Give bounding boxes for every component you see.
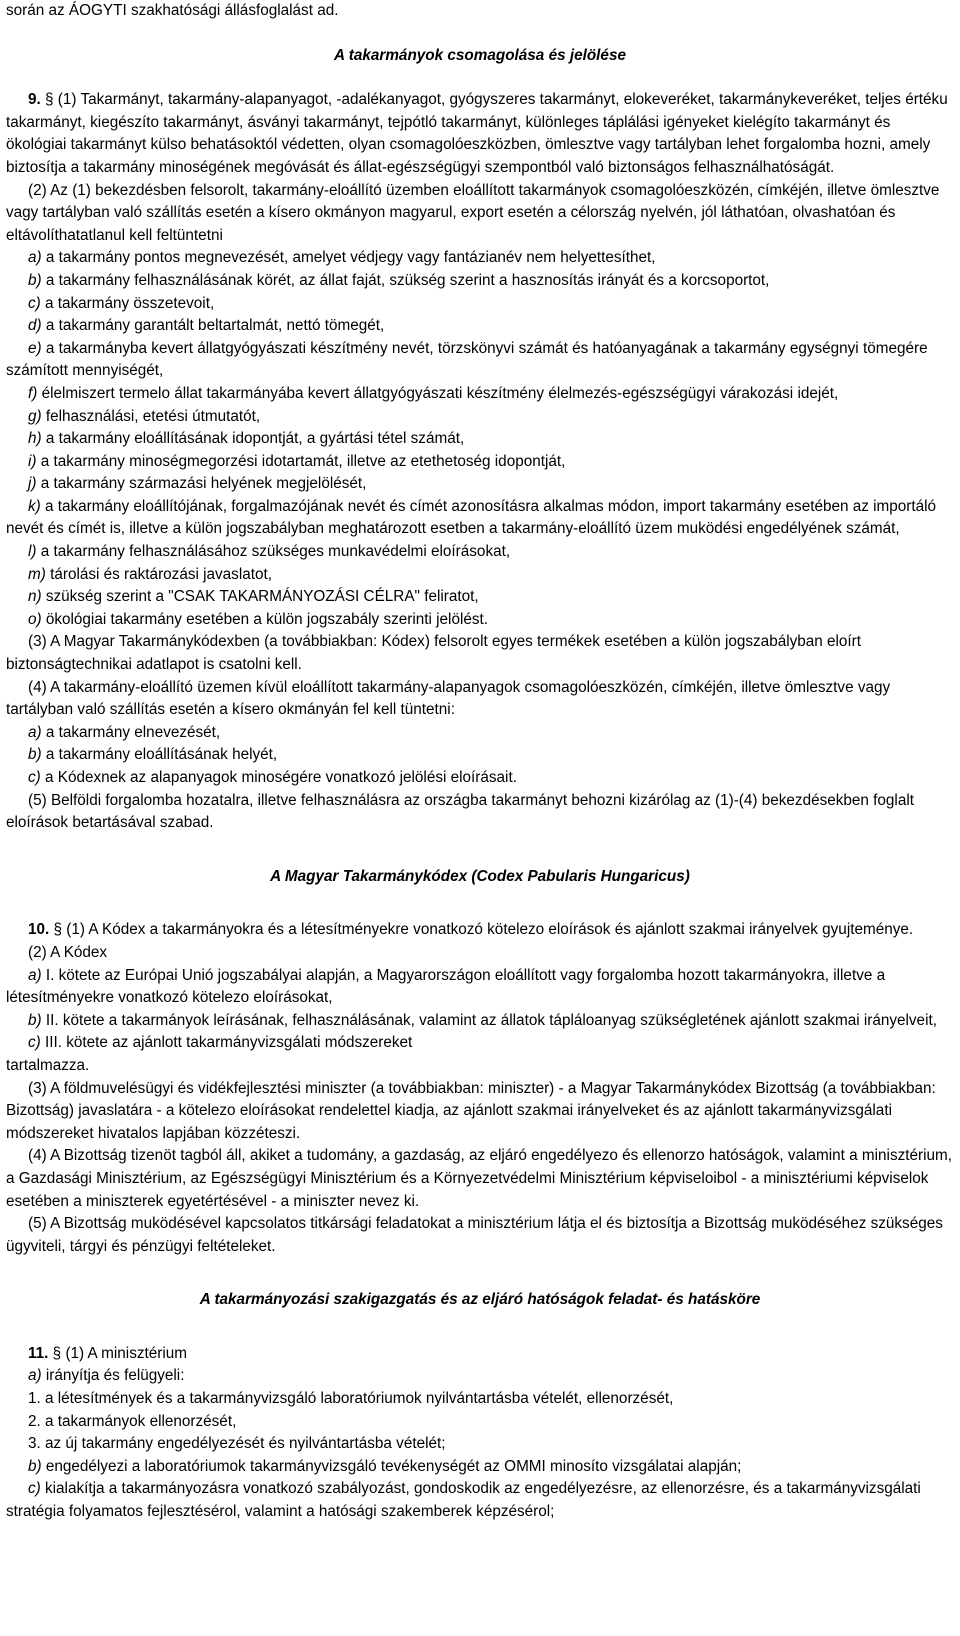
heading-codex: A Magyar Takarmánykódex (Codex Pabularis Hungaricus) — [270, 867, 690, 885]
list-item — [6, 609, 954, 632]
s11-item-c — [6, 1478, 954, 1523]
list-item-label: h) — [28, 430, 42, 448]
list-item — [6, 586, 954, 609]
s11-item-b — [6, 1456, 954, 1479]
s9-p1-text: (1) Takarmányt, takarmány-alapanyagot, -adalékanyagot, gyógyszeres takarmányt, elokeveréket, takarmánykeveréket, teljes értéku takarmányt, kiegészíto takarmányt, ásványi takarmányt, tejpótló takarmányt, különleges táplálási igényeket kielégíto takarmányt és ökológiai takarmányt külso behatásoktól védetten, olyan csomagolóeszközben, ömlesztve vagy tartályban lehet forgalomba hozni, amely biztosítja a takarmány minoségének megóvását és állat-egészségügyi szempontból való biztonságos felhasználhatóságát. — [6, 91, 948, 176]
numbered-item: 3. az új takarmány engedélyezését és nyilvántartásba vételét; — [28, 1435, 446, 1453]
list-item-label: m) — [28, 565, 46, 583]
numbered-item: 2. a takarmányok ellenorzését, — [28, 1412, 237, 1430]
section-sign: § — [52, 1344, 62, 1362]
s10-p2-tail: tartalmazza. — [6, 1056, 90, 1074]
s10-p3: (3) A földmuvelésügyi és vidékfejlesztési miniszter (a továbbiakban: miniszter) - a Magyar Takarmánykódex Bizottság (a továbbiakban: Bizottság) javaslatára - a kötelezo eloírásokat rendelettel kiadja, az ajánlott szakmai irányelveket és az ajánlott takarmányvizsgálati módszereket hivatalos lapjában közzéteszi. — [6, 1079, 936, 1142]
list-item — [6, 541, 954, 564]
list-item-text: a takarmány elnevezését, — [45, 723, 221, 741]
list-item-label: b) — [28, 271, 42, 289]
list-item — [6, 496, 954, 541]
s11-a-label: a) — [28, 1367, 42, 1385]
s11-b-text: engedélyezi a laboratóriumok takarmányvizsgáló tevékenységét az OMMI minosíto vizsgálatai alapján; — [45, 1457, 742, 1475]
list-item-label: c) — [28, 1034, 41, 1052]
list-item-label: c) — [28, 769, 41, 786]
list-item — [6, 1010, 954, 1033]
list-item — [6, 247, 954, 270]
list-item-label: a) — [28, 723, 42, 741]
numbered-item: 1. a létesítmények és a takarmányvizsgáló laboratóriumok nyilvántartásba vételét, ellenorzését, — [28, 1390, 674, 1408]
list-item — [6, 1032, 954, 1055]
s10-p4: (4) A Bizottság tizenöt tagból áll, akiket a tudomány, a gazdaság, az eljáró engedélyezo és ellenorzo hatóságok, valamint a minisztérium, a Gazdasági Minisztérium, az Egészségügyi Minisztérium és a Környezetvédelmi Minisztérium képviseloibol - a minisztériumi képviselok esetében a miniszterek egyetértésével - a miniszter nevez ki. — [6, 1147, 952, 1210]
list-item-text: a takarmány felhasználásához szükséges munkavédelmi eloírásokat, — [40, 543, 511, 561]
list-item — [6, 722, 954, 745]
list-item-label: a) — [28, 966, 42, 984]
list-item — [6, 451, 954, 474]
list-item-label: n) — [28, 588, 42, 606]
s9-items2 — [6, 247, 954, 631]
list-item-text: felhasználási, etetési útmutatót, — [45, 407, 261, 425]
intro-tail: során az ÁOGYTI szakhatósági állásfoglalást ad. — [6, 2, 339, 19]
s11-b-label: b) — [28, 1457, 42, 1475]
s11-c-label: c) — [28, 1480, 41, 1498]
list-item-text: élelmiszert termelo állat takarmányába kevert állatgyógyászati készítmény élelmezés-egészségügyi várakozási idejét, — [41, 384, 839, 402]
list-item-text: a takarmány összetevoit, — [45, 294, 215, 312]
list-item-text: a takarmány pontos megnevezését, amelyet védjegy vagy fantázianév nem helyettesíthet, — [45, 249, 656, 267]
list-item-text: a takarmány eloállítójának, forgalmazójának nevét és címét azonosításra alkalmas módon, import takarmány esetében az importáló nevét és címét is, illetve a külön jogszabályban meghatározott esetben a takarmány-eloállító üzem muködési engedélyének számát, — [6, 497, 937, 538]
list-item — [6, 767, 954, 790]
list-item-text: a takarmány felhasználásának körét, az állat faját, szükség szerint a hasznosítás irányát és a korcsoportot, — [45, 271, 770, 289]
heading-packaging: A takarmányok csomagolása és jelölése — [334, 46, 626, 64]
list-item-label: l) — [28, 543, 37, 561]
s9-number: 9. — [28, 91, 41, 109]
s9-items4 — [6, 722, 954, 790]
list-item — [6, 473, 954, 496]
list-item-label: i) — [28, 452, 37, 470]
list-item — [6, 315, 954, 338]
list-item-label: j) — [28, 475, 37, 493]
s11-c-text: kialakítja a takarmányozásra vonatkozó szabályozást, gondoskodik az engedélyezésre, az ellenorzésre, és a takarmányvizsgálati stratégia folyamatos fejlesztésérol, valamint a hatósági szakemberek képzésérol; — [6, 1480, 921, 1521]
s11-numbered — [6, 1388, 954, 1456]
list-item-label: d) — [28, 317, 42, 335]
list-item-label: k) — [28, 497, 41, 515]
s10-p2: (2) A Kódex — [28, 943, 108, 961]
list-item-label: o) — [28, 610, 42, 628]
list-item-text: II. kötete a takarmányok leírásának, felhasználásának, valamint az állatok tápláloanyag szükségletének ajánlott szakmai irányelveit, — [45, 1011, 937, 1029]
list-item-label: b) — [28, 746, 42, 764]
list-item-text: III. kötete az ajánlott takarmányvizsgálati módszereket — [45, 1034, 413, 1052]
list-item-text: I. kötete az Európai Unió jogszabályai alapján, a Magyarországon eloállított vagy forgalomba hozott takarmányokra, illetve a létesítményekre vonatkozó kötelezo eloírásokat, — [6, 966, 886, 1007]
s11-a-text: irányítja és felügyeli: — [45, 1367, 185, 1385]
list-item — [6, 293, 954, 316]
s10-p5: (5) A Bizottság muködésével kapcsolatos titkársági feladatokat a minisztérium látja el és biztosítja a Bizottság muködéséhez szükséges ügyviteli, tárgyi és pénzügyi feltételeket. — [6, 1215, 943, 1255]
list-item — [6, 270, 954, 293]
section-sign: § — [53, 921, 63, 939]
s9-p2: (2) Az (1) bekezdésben felsorolt, takarmány-eloállító üzemben eloállított takarmányok csomagolóeszközén, címkéjén, illetve ömlesztve vagy tartályban való szállítás esetén a kísero okmányon magyarul, export esetén a célország nyelvén, jól láthatóan, olvashatóan és eltávolíthatatlanul kell feltüntetni — [6, 181, 940, 244]
list-item-label: c) — [28, 294, 41, 312]
s10-items2 — [6, 965, 954, 1055]
s10-p1-text: (1) A Kódex a takarmányokra és a létesítményekre vonatkozó kötelezo eloírások és ajánlott szakmai irányelvek gyujteménye. — [66, 921, 914, 939]
list-item-text: a takarmány minoségmegorzési idotartamát, illetve az etethetoség idopontját, — [40, 452, 566, 470]
s9-p5: (5) Belföldi forgalomba hozatalra, illetve felhasználásra az országba takarmányt behozni kizárólag az (1)-(4) bekezdésekben foglalt eloírások betartásával szabad. — [6, 791, 914, 832]
list-item-text: a takarmány eloállításának idopontját, a gyártási tétel számát, — [45, 430, 465, 448]
list-item-text: a Kódexnek az alapanyagok minoségére vonatkozó jelölési eloírásait. — [45, 769, 517, 786]
s11-p1 — [6, 1343, 954, 1366]
heading-administration: A takarmányozási szakigazgatás és az eljáró hatóságok feladat- és hatásköre — [199, 1291, 761, 1309]
list-item-text: a takarmány garantált beltartalmát, nettó tömegét, — [45, 317, 385, 335]
list-item-label: e) — [28, 339, 42, 357]
list-item-label: a) — [28, 249, 42, 267]
s10-p1 — [6, 919, 954, 942]
s9-p3: (3) A Magyar Takarmánykódexben (a továbbiakban: Kódex) felsorolt egyes termékek esetében a külön jogszabályban eloírt biztonságtechnikai adatlapot is csatolni kell. — [6, 633, 862, 674]
s10-number: 10. — [28, 921, 50, 939]
s9-p1 — [6, 89, 954, 179]
s11-number: 11. — [28, 1344, 49, 1362]
list-item-text: a takarmányba kevert állatgyógyászati készítmény nevét, törzskönyvi számát és hatóanyagának a takarmány egységnyi tömegére számított mennyiségét, — [6, 339, 928, 380]
list-item — [6, 744, 954, 767]
list-item-label: g) — [28, 407, 42, 425]
section-sign: § — [45, 91, 54, 109]
list-item — [6, 338, 954, 383]
list-item-text: tárolási és raktározási javaslatot, — [50, 565, 272, 583]
list-item-text: a takarmány eloállításának helyét, — [45, 746, 278, 764]
list-item-text: a takarmány származási helyének megjelölését, — [40, 475, 367, 493]
s9-p4: (4) A takarmány-eloállító üzemen kívül eloállított takarmány-alapanyagok csomagolóeszközén, címkéjén, illetve ömlesztve vagy tartályban való szállítás esetén a kísero okmányán fel kell tüntetni: — [6, 678, 891, 719]
list-item-text: ökológiai takarmány esetében a külön jogszabály szerinti jelölést. — [45, 610, 489, 628]
list-item-label: b) — [28, 1011, 42, 1029]
list-item — [6, 428, 954, 451]
list-item — [6, 965, 954, 1010]
s11-p1-text: (1) A minisztérium — [65, 1344, 187, 1362]
list-item-text: szükség szerint a "CSAK TAKARMÁNYOZÁSI CÉLRA" feliratot, — [45, 588, 479, 606]
s11-item-a — [6, 1365, 954, 1388]
list-item — [6, 383, 954, 406]
list-item-label: f) — [28, 384, 38, 402]
list-item — [6, 564, 954, 587]
list-item — [6, 406, 954, 429]
